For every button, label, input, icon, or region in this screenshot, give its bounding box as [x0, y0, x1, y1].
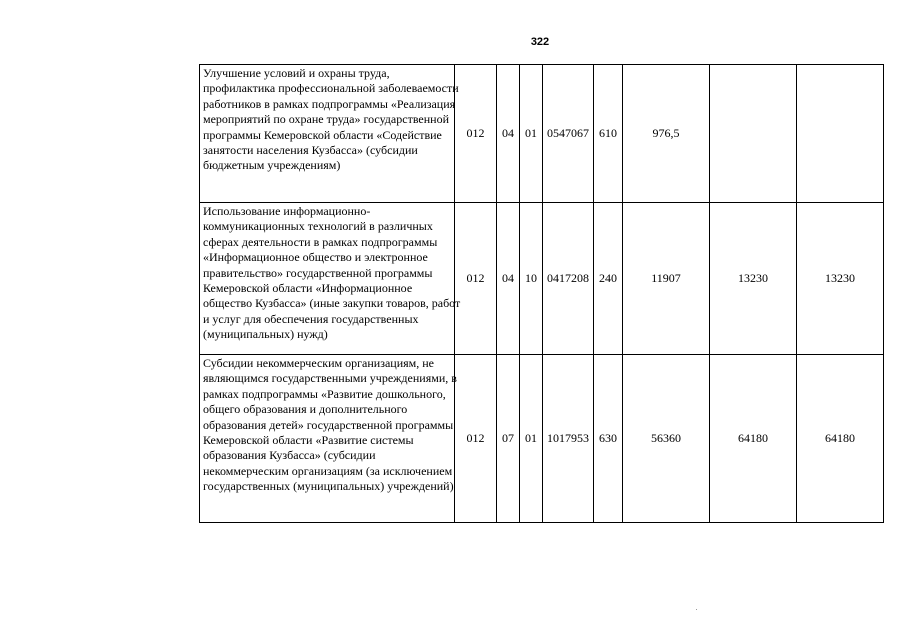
- description-line: Кемеровской области «Информационное: [203, 281, 413, 296]
- description-line: общего образования и дополнительного: [203, 402, 408, 417]
- description-line: бюджетным учреждениям): [203, 158, 341, 173]
- table-row: [200, 355, 884, 523]
- description-line: являющимся государственными учреждениями, в: [203, 371, 457, 386]
- description-line: программы Кемеровской области «Содействие: [203, 127, 442, 142]
- subsection-code: 01: [520, 65, 543, 203]
- description-line: сферах деятельности в рамках подпрограммы: [203, 234, 438, 249]
- description-line: профилактика профессиональной заболеваемости: [203, 81, 459, 96]
- description-line: Кемеровской области «Развитие системы: [203, 433, 414, 448]
- expense-description: [200, 203, 461, 355]
- scan-speck: [696, 609, 697, 610]
- table-row: [200, 65, 884, 203]
- amount-year-3: 64180: [797, 355, 884, 523]
- amount-year-2: 64180: [710, 355, 797, 523]
- section-code: 04: [497, 65, 520, 203]
- amount-year-3: [797, 65, 884, 203]
- section-code: 07: [497, 355, 520, 523]
- description-line: правительство» государственной программы: [203, 265, 433, 280]
- expense-description: [200, 65, 459, 203]
- amount-year-2: 13230: [710, 203, 797, 355]
- amount-year-3: 13230: [797, 203, 884, 355]
- description-line: рамках подпрограммы «Развитие дошкольного,: [203, 386, 446, 401]
- description-line: мероприятий по охране труда» государственной: [203, 112, 449, 127]
- table-row: [200, 203, 884, 355]
- ministry-code: 012: [455, 203, 497, 355]
- subsection-code: 01: [520, 355, 543, 523]
- description-line: (муниципальных) нужд): [203, 327, 328, 342]
- description-line: Субсидии некоммерческим организациям, не: [203, 356, 434, 370]
- description-line: Улучшение условий и охраны труда,: [203, 66, 390, 80]
- description-line: «Информационное общество и электронное: [203, 250, 428, 265]
- target-article-code: 1017953: [543, 355, 594, 523]
- description-line: работников в рамках подпрограммы «Реализация: [203, 96, 456, 111]
- description-line: коммуникационных технологий в различных: [203, 219, 433, 234]
- description-line: общество Кузбасса» (иные закупки товаров, работ: [203, 296, 461, 311]
- ministry-code: 012: [455, 65, 497, 203]
- description-line: занятости населения Кузбасса» (субсидии: [203, 143, 418, 158]
- description-line: образования Кузбасса» (субсидии: [203, 448, 376, 463]
- section-code: 04: [497, 203, 520, 355]
- expense-description: [200, 355, 455, 523]
- subsection-code: 10: [520, 203, 543, 355]
- description-line: некоммерческим организациям (за исключением: [203, 463, 453, 478]
- amount-year-2: [710, 65, 797, 203]
- target-article-code: 0417208: [543, 203, 594, 355]
- description-line: образования детей» государственной программы: [203, 417, 454, 432]
- description-line: Использование информационно-: [203, 204, 371, 218]
- amount-year-1: 11907: [623, 203, 710, 355]
- expense-type-code: 630: [594, 355, 623, 523]
- expense-type-code: 240: [594, 203, 623, 355]
- description-line: государственных (муниципальных) учреждений): [203, 479, 454, 494]
- budget-table: [199, 64, 884, 523]
- description-line: и услуг для обеспечения государственных: [203, 311, 419, 326]
- amount-year-1: 976,5: [623, 65, 710, 203]
- expense-type-code: 610: [594, 65, 623, 203]
- amount-year-1: 56360: [623, 355, 710, 523]
- ministry-code: 012: [455, 355, 497, 523]
- target-article-code: 0547067: [543, 65, 594, 203]
- page-number: 322: [530, 36, 550, 48]
